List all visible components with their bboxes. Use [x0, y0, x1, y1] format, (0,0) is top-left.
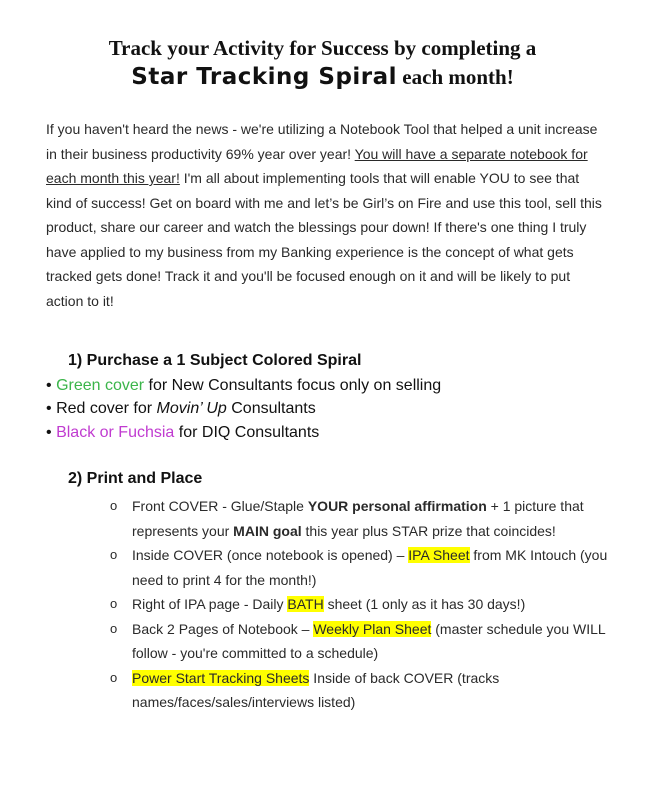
- intro-text-2: I'm all about implementing tools that will enable YOU to see that kind of success! Get on board with me and let’s be Girl’s on Fire and use this tool, sell this product, share our career and watch the blessings pour down! If there's one thing I truly have applied to my business from my Banking experience is the concept of what gets tracked gets done! Track it and you'll be focused enough on it and will be likely to put action to it!: [46, 170, 602, 309]
- list-item-front-cover: [108, 494, 608, 543]
- bullet-dot: •: [46, 377, 52, 394]
- bullet-dot: •: [46, 423, 52, 441]
- circle-bullet-icon: o: [110, 620, 118, 636]
- bullet-red-cover: [46, 397, 441, 420]
- item-text: Inside COVER (once notebook is opened) –: [132, 547, 409, 563]
- list-item-right-of-ipa: [108, 592, 608, 617]
- highlight-bath: BATH: [287, 596, 324, 612]
- bullet-black-fuchsia: [46, 421, 441, 444]
- section1-bullet-list: [46, 374, 441, 444]
- item-text: Right of IPA page - Daily: [132, 596, 288, 612]
- highlight-weekly-plan: Weekly Plan Sheet: [313, 620, 432, 637]
- highlight-ipa-sheet: IPA Sheet: [408, 547, 470, 563]
- item-text: Inside of back COVER (tracks names/faces/sales/interviews listed): [132, 669, 500, 710]
- section2-list: [108, 494, 608, 715]
- item-text: from MK Intouch (you need to print 4 for the month!): [132, 547, 608, 588]
- black-fuchsia-text: Black or Fuchsia: [56, 423, 175, 441]
- bullet-text: Red cover for: [56, 400, 157, 418]
- item-text: sheet (1 only as it has 30 days!): [323, 596, 526, 612]
- section2-heading: 2) Print and Place: [68, 470, 203, 487]
- green-cover-text: Green cover: [56, 377, 145, 394]
- title-line-2: [0, 64, 645, 90]
- intro-underlined: You will have a separate notebook for each month this year!: [46, 145, 588, 186]
- title-star-tracking-spiral: Star Tracking Spiral: [131, 64, 398, 90]
- intro-text-1: If you haven't heard the news - we're utilizing a Notebook Tool that helped a unit increase in their business productivity 69% year over year!: [46, 121, 598, 162]
- circle-bullet-icon: o: [110, 498, 118, 513]
- bullet-dot: •: [46, 400, 52, 418]
- list-item-back-pages: [108, 617, 608, 666]
- section1-heading: 1) Purchase a 1 Subject Colored Spiral: [68, 352, 362, 369]
- title-each-month: each month!: [402, 65, 514, 89]
- list-item-inside-cover: [108, 543, 608, 592]
- item-text: (master schedule you WILL follow - you're committed to a schedule): [132, 620, 606, 661]
- item-text: Front COVER - Glue/Staple: [132, 498, 308, 514]
- bullet-text: for DIQ Consultants: [174, 423, 320, 441]
- bullet-text: for New Consultants focus only on selling: [144, 377, 442, 394]
- item-text: Back 2 Pages of Notebook –: [132, 620, 314, 637]
- item-text: this year plus STAR prize that coincides!: [301, 522, 556, 539]
- circle-bullet-icon: o: [110, 596, 118, 611]
- item-text: + 1 picture that represents your: [132, 498, 584, 539]
- intro-paragraph: [46, 117, 606, 313]
- circle-bullet-icon: o: [110, 547, 118, 562]
- bullet-text: Consultants: [226, 400, 316, 418]
- circle-bullet-icon: o: [110, 669, 118, 685]
- highlight-power-start: Power Start Tracking Sheets: [132, 669, 310, 686]
- title-line-1: Track your Activity for Success by completing a: [108, 36, 537, 60]
- item-bold: YOUR personal affirmation: [307, 498, 487, 514]
- list-item-power-start: [108, 666, 608, 715]
- bullet-green-cover: [46, 374, 441, 397]
- item-bold: MAIN goal: [233, 522, 302, 539]
- movin-up-text: Movin’ Up: [156, 400, 227, 418]
